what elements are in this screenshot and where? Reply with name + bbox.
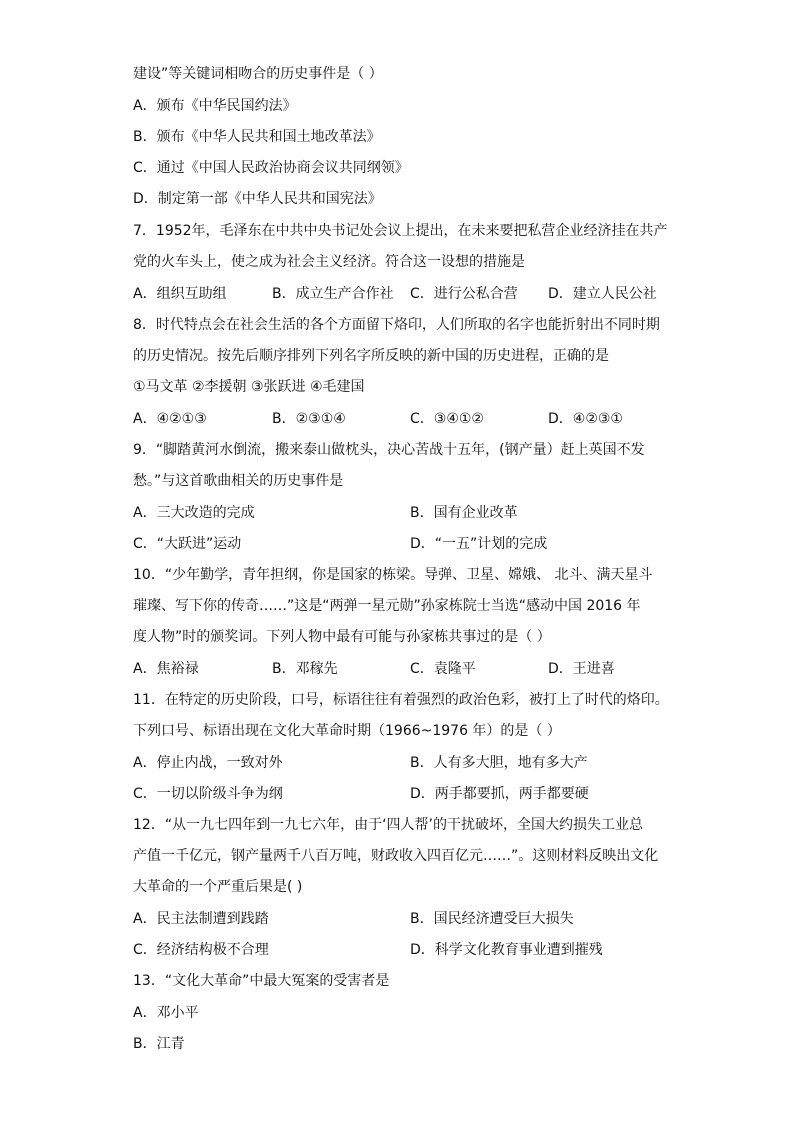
- q7-option-a: A．组织互助组: [133, 286, 227, 302]
- q7-option-d: D．建立人民公社: [548, 286, 657, 302]
- option-b: B．颁布《中华人民共和国土地改革法》: [133, 129, 381, 145]
- q12-option-d: D．科学文化教育事业遭到摧残: [410, 942, 603, 958]
- q7-option-b: B．成立生产合作社: [272, 286, 394, 302]
- q11-option-a: A．停止内战，一致对外: [133, 755, 283, 771]
- q11-option-d: D．两手都要抓，两手都要硬: [410, 786, 589, 802]
- question-7-stem-line-1: 7．1952年，毛泽东在中共中央书记处会议上提出，在未来要把私营企业经济挂在共产: [133, 223, 668, 239]
- question-13-stem-line-1: 13．“文化大革命”中最大冤案的受害者是: [133, 973, 390, 989]
- question-8-stem-line-1: 8．时代特点会在社会生活的各个方面留下烙印，人们所取的名字也能折射出不同时期: [133, 317, 660, 333]
- q9-option-b: B．国有企业改革: [410, 505, 518, 521]
- q9-option-c: C．“大跃进”运动: [133, 536, 242, 552]
- question-7-stem-line-2: 党的火车头上，使之成为社会主义经济。符合这一设想的措施是: [133, 254, 525, 270]
- question-11-stem-line-1: 11．在特定的历史阶段，口号，标语往往有着强烈的政治色彩，被打上了时代的烙印。: [133, 692, 669, 708]
- question-10-stem-line-1: 10．“少年勤学，青年担纲，你是国家的栋梁。导弹、卫星、嫦娥、 北斗、满天星斗: [133, 567, 653, 583]
- option-c: C．通过《中国人民政治协商会议共同纲领》: [133, 160, 409, 176]
- question-10-stem-line-2: 璀璨、写下你的传奇……”这是“两弹一星元勋”孙家栋院士当选“感动中国 2016 年: [133, 598, 641, 614]
- question-stem-line: 建设”等关键词相吻合的历史事件是（ ）: [133, 66, 383, 82]
- q8-option-d: D．④②③①: [548, 411, 623, 427]
- option-a: A．颁布《中华民国约法》: [133, 98, 297, 114]
- q8-option-c: C．③④①②: [410, 411, 484, 427]
- q13-option-b: B．江青: [133, 1036, 185, 1052]
- question-12-stem-line-2: 产值一千亿元，钢产量两千八百万吨，财政收入四百亿元……”。这则材料反映出文化: [133, 848, 659, 864]
- question-8-stem-line-3: ①马文革 ②李援朝 ③张跃进 ④毛建国: [133, 379, 365, 395]
- q9-option-d: D．“一五”计划的完成: [410, 536, 548, 552]
- q10-option-d: D．王进喜: [548, 661, 615, 677]
- q9-option-a: A．三大改造的完成: [133, 505, 255, 521]
- q12-option-c: C．经济结构极不合理: [133, 942, 269, 958]
- question-10-stem-line-3: 度人物”时的颁奖词。下列人物中最有可能与孙家栋共事过的是（ ）: [133, 629, 551, 645]
- q12-option-b: B．国民经济遭受巨大损失: [410, 911, 574, 927]
- question-12-stem-line-3: 大革命的一个严重后果是( ): [133, 879, 303, 895]
- q13-option-a: A．邓小平: [133, 1005, 199, 1021]
- question-11-stem-line-2: 下列口号、标语出现在文化大革命时期（1966~1976 年）的是（ ）: [133, 723, 561, 739]
- question-9-stem-line-1: 9．“脚踏黄河水倒流，搬来泰山做枕头，决心苦战十五年，(钢产量）赶上英国不发: [133, 442, 645, 458]
- question-12-stem-line-1: 12．“从一九七四年到一九七六年，由于‘四人帮’的干扰破坏，全国大约损失工业总: [133, 817, 643, 833]
- question-8-stem-line-2: 的历史情况。按先后顺序排列下列名字所反映的新中国的历史进程，正确的是: [133, 348, 609, 364]
- option-d: D．制定第一部《中华人民共和国宪法》: [133, 191, 382, 207]
- q11-option-c: C．一切以阶级斗争为纲: [133, 786, 283, 802]
- q10-option-c: C．袁隆平: [410, 661, 476, 677]
- q8-option-b: B．②③①④: [272, 411, 346, 427]
- question-9-stem-line-2: 愁。”与这首歌曲相关的历史事件是: [133, 473, 344, 489]
- q11-option-b: B．人有多大胆，地有多大产: [410, 755, 588, 771]
- q12-option-a: A．民主法制遭到践踏: [133, 911, 269, 927]
- q10-option-b: B．邓稼先: [272, 661, 338, 677]
- q8-option-a: A．④②①③: [133, 411, 207, 427]
- q10-option-a: A．焦裕禄: [133, 661, 199, 677]
- q7-option-c: C．进行公私合营: [410, 286, 518, 302]
